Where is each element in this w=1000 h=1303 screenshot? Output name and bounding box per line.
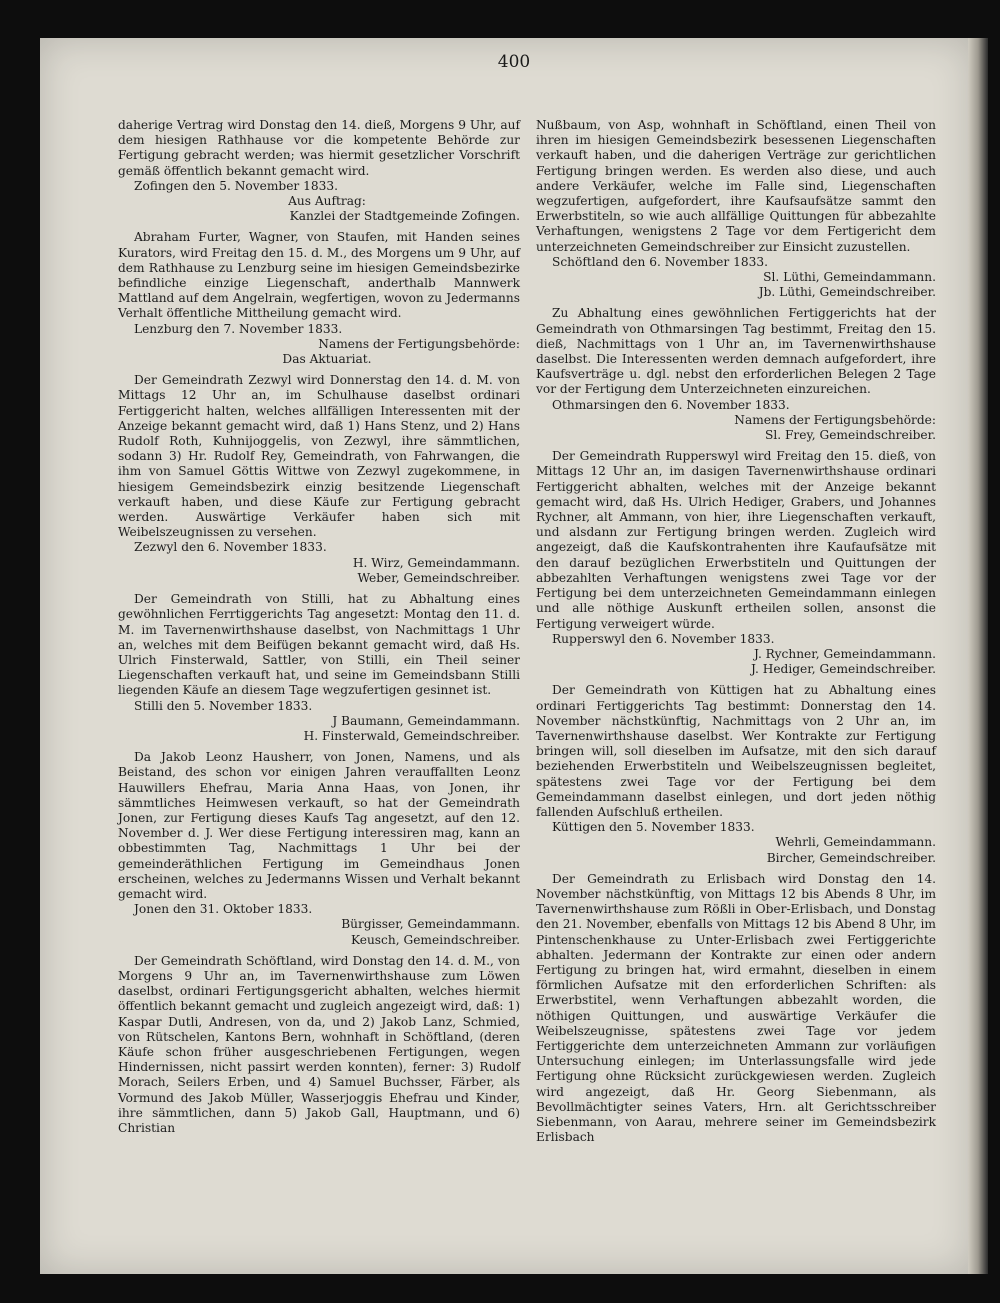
signature-line: Namens der Fertigungsbehörde: bbox=[318, 336, 520, 351]
continued-paragraph: daherige Vertrag wird Donstag den 14. dieß, Morgens 9 Uhr, auf dem hiesigen Rathhause vor die kompetente Behörde zur Fertigung gebracht werden; was hiermit gesetzlicher Vorschrift gemäß öffentlich bekannt gemacht wird. bbox=[118, 118, 520, 178]
signature-line: Sl. Frey, Gemeindschreiber. bbox=[764, 428, 936, 443]
signature-line: Bircher, Gemeindschreiber. bbox=[766, 850, 936, 865]
page-spine-edge bbox=[968, 38, 988, 1274]
signature-line: J. Hediger, Gemeindschreiber. bbox=[751, 662, 936, 677]
left-column bbox=[118, 118, 520, 1136]
dateline: Jonen den 31. Oktober 1833. bbox=[134, 902, 313, 917]
signature-line: J. Rychner, Gemeindammann. bbox=[754, 646, 936, 661]
dateline: Lenzburg den 7. November 1833. bbox=[134, 321, 343, 336]
dateline: Othmarsingen den 6. November 1833. bbox=[552, 397, 790, 412]
centered-line: Aus Auftrag: bbox=[288, 194, 366, 209]
dateline: Zezwyl den 6. November 1833. bbox=[134, 540, 327, 555]
notice-paragraph: Der Gemeindrath Schöftland, wird Donstag den 14. d. M., von Morgens 9 Uhr an, im Tavernenwirthshause zum Löwen daselbst, ordinari Fertigungsgericht abhalten, welches hiermit öffentlich bekannt gemacht und zugleich angezeigt wird, daß: 1) Kaspar Dutli, Andresen, von da, und 2) Jakob Lanz, Schmied, von Rütschelen, Kantons Bern, wohnhaft in Schöftland, (deren Käufe schon früher ausgeschriebenen Fertigungen, wegen Hindernissen, nicht passirt werden konnten), ferner: 3) Rudolf Morach, Seilers Erben, und 4) Samuel Buchsser, Färber, als Vormund des Jakob Müller, Wasserjoggis Ehefrau und Kinder, ihre sämmtlichen, dann 5) Jakob Gall, Hauptmann, und 6) Christian bbox=[118, 953, 520, 1135]
signature-line: Wehrli, Gemeindammann. bbox=[775, 835, 936, 850]
dateline: Rupperswyl den 6. November 1833. bbox=[552, 631, 775, 646]
notice-paragraph: Abraham Furter, Wagner, von Staufen, mit Handen seines Kurators, wird Freitag den 15. d. M., des Morgens um 9 Uhr, auf dem Rathhause zu Lenzburg seine im hiesigen Gemeindsbezirke befindliche einzige Liegenschaft, anderthalb Mannwerk Mattland auf dem Angelrain, wegfertigen, wovon zu Jedermanns Verhalt öffentliche Mittheilung gemacht wird. bbox=[118, 230, 520, 321]
dateline: Schöftland den 6. November 1833. bbox=[552, 254, 768, 269]
notice-paragraph: Der Gemeindrath Rupperswyl wird Freitag den 15. dieß, von Mittags 12 Uhr an, im dasigen Tavernenwirthshause ordinari Fertiggericht abhalten, welches mit der Anzeige bekannt gemacht wird, daß Hs. Ulrich Hediger, Grabers, und Johannes Rychner, alt Ammann, von hier, ihre Liegenschaften verkauft, und alsdann zur Fertigung bringen werden. Zugleich wird angezeigt, daß die Kaufskontrahenten ihre Kaufaufsätze mit den darauf bezüglichen Erwerbstiteln und Quittungen der abbezahlten Verhaftungen wenigstens zwei Tage vor der Fertigung bei dem unterzeichneten Gemeindammann einlegen und alle nöthige Auskunft ertheilen sollen, ansonst die Fertigung verweigert würde. bbox=[536, 449, 936, 631]
signature-line: H. Finsterwald, Gemeindschreiber. bbox=[303, 728, 520, 743]
signature-line: Namens der Fertigungsbehörde: bbox=[734, 412, 936, 427]
signature-line: Bürgisser, Gemeindammann. bbox=[341, 917, 520, 932]
signature-line: Sl. Lüthi, Gemeindammann. bbox=[763, 270, 936, 285]
dateline: Küttigen den 5. November 1833. bbox=[552, 820, 755, 835]
signature-line: Jb. Lüthi, Gemeindschreiber. bbox=[758, 285, 936, 300]
notice-paragraph: Der Gemeindrath Zezwyl wird Donnerstag den 14. d. M. von Mittags 12 Uhr an, im Schulhause daselbst ordinari Fertiggericht halten, welches allfälligen Interessenten mit der Anzeige bekannt gemacht wird, daß 1) Hans Stenz, und 2) Hans Rudolf Roth, Kuhnijoggelis, von Zezwyl, ihre sämmtlichen, sodann 3) Hr. Rudolf Rey, Gemeindrath, von Fahrwangen, die ihm von Samuel Göttis Wittwe von Zezwyl zugekommene, in hiesigem Gemeindsbezirk einzig besitzende Liegenschaft verkauft haben, und diese Käufe zur Fertigung gebracht werden. Auswärtige Verkäufer haben sich mit Weibelszeugnissen zu versehen. bbox=[118, 373, 520, 540]
notice-paragraph: Der Gemeindrath zu Erlisbach wird Donstag den 14. November nächstkünftig, von Mittags 12 bis Abends 8 Uhr, im Tavernenwirthshause zum Rößli in Ober-Erlisbach, und Donstag den 21. November, ebenfalls von Mittags 12 bis Abend 8 Uhr, im Pintenschenkhause zu Unter-Erlisbach zwei Fertiggerichte abhalten. Jedermann der Kontrakte zur einen oder andern Fertigung zu bringen hat, wird ermahnt, dieselben in einem förmlichen Aufsatze mit den erforderlichen Schriften: als Erwerbstitel, wenn Verhaftungen abbezahlt worden, die nöthigen Quittungen, und auswärtige Verkäufer die Weibelszeugnisse, spätestens zwei Tage vor jedem Fertiggerichte dem unterzeichneten Ammann zur vorläufigen Untersuchung einlegen; im Unterlassungsfalle wird jede Fertigung ohne Rücksicht zurückgewiesen werden. Zugleich wird angezeigt, daß Hr. Georg Siebenmann, als Bevollmächtigter seines Vaters, Hrn. alt Gerichtsschreiber Siebenmann, von Aarau, mehrere seiner im Gemeindsbezirk Erlisbach bbox=[536, 871, 936, 1145]
dateline: Zofingen den 5. November 1833. bbox=[134, 178, 339, 193]
dateline: Stilli den 5. November 1833. bbox=[134, 698, 313, 713]
signature-line: Weber, Gemeindschreiber. bbox=[357, 570, 520, 585]
notice-paragraph: Der Gemeindrath von Stilli, hat zu Abhaltung eines gewöhnlichen Ferrtiggerichts Tag angesetzt: Montag den 11. d. M. im Tavernenwirthshause daselbst, von Nachmittags 1 Uhr an, welches mit dem Beifügen bekannt gemacht wird, daß Hs. Ulrich Finsterwald, Sattler, von Stilli, ein Theil seiner Liegenschaften verkauft hat, und seine im Gemeindsbann Stilli liegenden Käufe an diesem Tage wegzufertigen gesinnet ist. bbox=[118, 592, 520, 698]
notice-paragraph: Da Jakob Leonz Hausherr, von Jonen, Namens, und als Beistand, des schon vor einigen Jahren verauffallten Leonz Hauwillers Ehefrau, Maria Anna Haas, von Jonen, ihr sämmtliches Heimwesen verkauft, so hat der Gemeindrath Jonen, zur Fertigung dieses Kaufs Tag angesetzt, auf den 12. November d. J. Wer diese Fertigung interessiren mag, kann an obbestimmten Tag, Nachmittags 1 Uhr bei der gemeinderäthlichen Fertigung im Gemeindhaus Jonen erscheinen, welches zu Jedermanns Wissen und Verhalt bekannt gemacht wird. bbox=[118, 750, 520, 901]
notice-paragraph: Zu Abhaltung eines gewöhnlichen Fertiggerichts hat der Gemeindrath von Othmarsingen Tag bestimmt, Freitag den 15. dieß, Nachmittags von 1 Uhr an, im Tavernenwirthshause daselbst. Die Interessenten werden demnach aufgefordert, ihre Kaufsverträge u. dgl. nebst den erforderlichen Belegen 2 Tage vor der Fertigung dem Unterzeichneten einzureichen. bbox=[536, 306, 936, 397]
notice-paragraph: Der Gemeindrath von Küttigen hat zu Abhaltung eines ordinari Fertiggerichts Tag bestimmt: Donnerstag den 14. November nächstkünftig, Nachmittags von 2 Uhr an, im Tavernenwirthshause daselbst. Wer Kontrakte zur Fertigung bringen will, soll dieselben im Aufsatze, mit den sich darauf beziehenden Erwerbstiteln und Weibelszeugnissen begleitet, spätestens zwei Tage vor der Fertigung bei dem Gemeindammann daselbst einlegen, und dort jeden nöthig fallenden Aufschluß ertheilen. bbox=[536, 683, 936, 819]
continued-paragraph: Nußbaum, von Asp, wohnhaft in Schöftland, einen Theil von ihren im hiesigen Gemeindsbezirk besessenen Liegenschaften verkauft haben, und die daherigen Verträge zur gerichtlichen Fertigung bringen werden. Es werden also diese, und auch andere Verkäufer, welche im Falle sind, Liegenschaften wegzufertigen, aufgefordert, ihre Kaufsaufsätze sammt den Erwerbstiteln, so wie auch allfällige Quittungen für abbezahlte Verhaftungen, wenigstens 2 Tage vor dem Fertigericht dem unterzeichneten Gemeindschreiber zur Einsicht zuzustellen. bbox=[536, 118, 936, 254]
right-column bbox=[536, 118, 936, 1145]
page-number: 400 bbox=[497, 52, 531, 72]
signature-line: Kanzlei der Stadtgemeinde Zofingen. bbox=[289, 209, 520, 224]
signature-line: J Baumann, Gemeindammann. bbox=[332, 713, 520, 728]
signature-line: H. Wirz, Gemeindammann. bbox=[352, 555, 520, 570]
signature-line: Keusch, Gemeindschreiber. bbox=[350, 932, 520, 947]
centered-line: Das Aktuariat. bbox=[282, 352, 372, 367]
